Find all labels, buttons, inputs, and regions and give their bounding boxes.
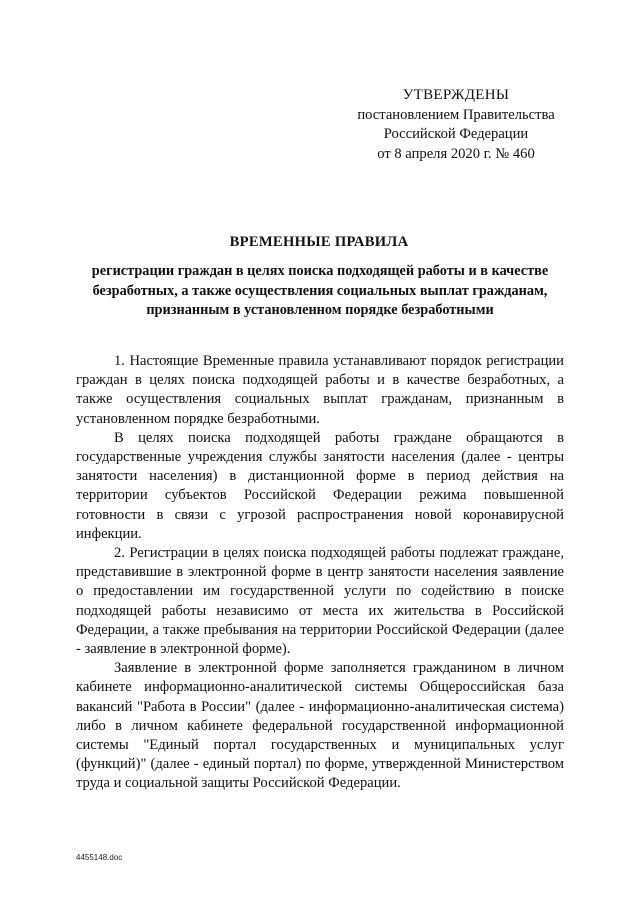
approval-line-2: Российской Федерации	[383, 126, 529, 142]
approval-line-1: постановлением Правительства	[357, 106, 555, 123]
document-subtitle: регистрации граждан в целях поиска подходящей работы и в качестве безработных, а также осуществления социальных выплат гражданам, признанным в установленном порядке безработными	[91, 263, 549, 318]
document-body	[76, 352, 564, 794]
approval-line-3: от 8 апреля 2020 г. № 460	[377, 145, 535, 162]
paragraph-1: 1. Настоящие Временные правила устанавливают порядок регистрации граждан в целях поиска подходящей работы и в качестве безработных, а также осуществления социальных выплат гражданам, признанным в установленном порядке безработными.	[76, 353, 564, 427]
approval-block	[330, 86, 582, 164]
paragraph-2: В целях поиска подходящей работы граждане обращаются в государственные учреждения службы занятости населения (далее - центры занятости населения) в дистанционной форме в период действия на территории субъектов Российской Федерации режима повышенной готовности в связи с угрозой распространения новой коронавирусной инфекции.	[76, 429, 564, 542]
file-name-footer: 4455148.doc	[76, 853, 123, 862]
document-title: ВРЕМЕННЫЕ ПРАВИЛА	[229, 234, 409, 250]
paragraph-4: Заявление в электронной форме заполняется гражданином в личном кабинете информационно-аналитической системы Общероссийская база вакансий "Работа в России" (далее - информационно-аналитическая система) либо в личном кабинете федеральной государственной информационной системы "Единый портал государственных и муниципальных услуг (функций)" (далее - единый портал) по форме, утвержденной Министерством труда и социальной защиты Российской Федерации.	[76, 660, 564, 792]
approval-heading: УТВЕРЖДЕНЫ	[402, 87, 510, 103]
paragraph-3: 2. Регистрации в целях поиска подходящей работы подлежат граждане, представившие в электронной форме в центр занятости населения заявление о предоставлении им государственной услуги по содействию в поиске подходящей работы независимо от места их жительства в Российской Федерации, а также пребывания на территории Российской Федерации (далее - заявление в электронной форме).	[76, 545, 564, 658]
